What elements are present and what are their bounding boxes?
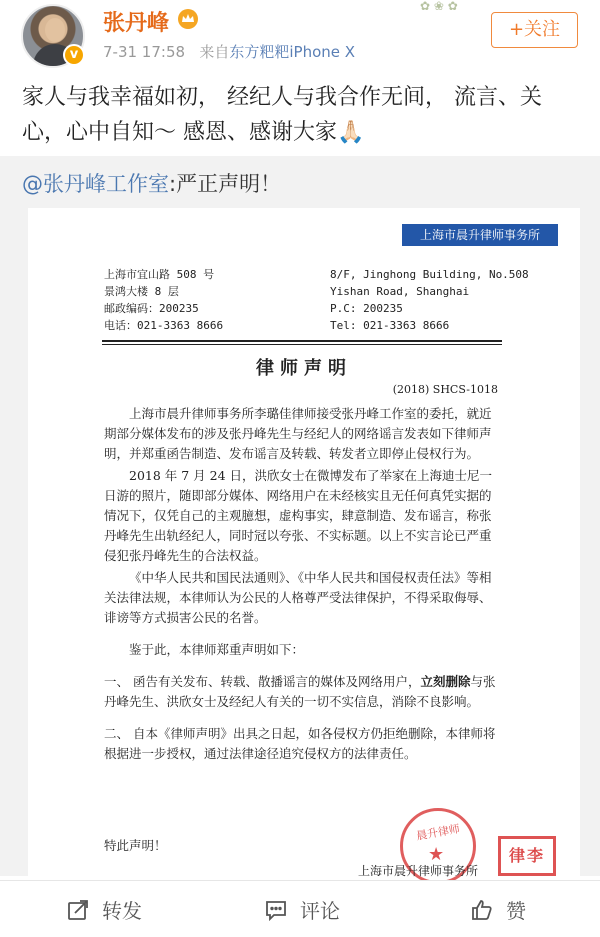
- paragraph: 《中华人民共和国民法通则》、《中华人民共和国侵权责任法》等相关法律法规，本律师认为公民的人格尊严受法律保护，不得采取侮辱、诽谤等方式损害公民的名誉。: [104, 570, 492, 625]
- comment-label: 评论: [300, 899, 340, 923]
- divider: [102, 340, 502, 342]
- address-line: Tel: 021-3363 8666: [330, 319, 450, 332]
- repost-title: :严正声明！: [169, 172, 282, 196]
- device-link[interactable]: 东方粑粑iPhone X: [229, 43, 356, 61]
- paragraph: 二、 自本《律师声明》出具之日起，如各侵权方仍拒绝删除，本律师将根据进一步授权，通过法律途径追究侵权方的法律责任。: [104, 726, 496, 761]
- address-line: 8/F, Jinghong Building, No.508: [330, 268, 529, 281]
- thumbs-up-icon: [470, 898, 494, 922]
- address-line: Yishan Road, Shanghai: [330, 285, 470, 298]
- repost-card[interactable]: [0, 156, 600, 876]
- address-line: 邮政编码：200235: [104, 302, 199, 315]
- repost-label: 转发: [102, 899, 142, 923]
- stamp: 律李: [498, 836, 556, 876]
- username[interactable]: 张丹峰: [103, 11, 170, 36]
- mention-link[interactable]: @张丹峰工作室: [22, 172, 169, 196]
- avatar-face: [45, 18, 65, 42]
- repost-header: [22, 168, 281, 198]
- paragraph: 2018 年 7 月 24 日，洪欣女士在微博发布了举家在上海迪士尼一日游的照片，随即部分媒体、网络用户在未经核实且无任何真凭实据的情况下，仅凭自己的主观臆想，虚构事实，肆意制造、发布谣言，称张丹峰先生出轨经纪人，同时冠以夸张、不实标题。以上不实言论已严重侵犯张丹峰先生的合法权益。: [104, 468, 493, 563]
- post-time: 7-31 17:58: [103, 43, 186, 61]
- like-button[interactable]: [470, 881, 526, 937]
- clause-text: 与张丹峰先生、洪欣女士及经纪人有关的一切不实信息，消除不良影响。: [104, 674, 496, 709]
- repost-icon: [66, 898, 90, 922]
- address-chinese: [104, 266, 223, 334]
- crown-icon: [178, 9, 198, 29]
- action-bar: [0, 880, 600, 937]
- clause-text: 一、 函告有关发布、转载、散播谣言的媒体及网络用户，: [104, 674, 421, 689]
- post-header: [0, 0, 600, 70]
- paragraph: 上海市晨升律师事务所李璐佳律师接受张丹峰工作室的委托，就近期部分媒体发布的涉及张丹峰先生与经纪人的网络谣言发表如下律师声明，并郑重函告制造、发布谣言及转载、转发者立即停止侵权行为。: [104, 406, 492, 461]
- address-line: P.C: 200235: [330, 302, 403, 315]
- document-ref: (2018) SHCS-1018: [392, 383, 498, 396]
- document-title: 律师声明: [256, 358, 352, 379]
- repost-button[interactable]: [66, 881, 142, 937]
- seal-text: 晨升律师: [415, 822, 461, 843]
- document-image[interactable]: [28, 208, 580, 876]
- seal-star-icon: ★: [428, 844, 445, 865]
- address-line: 电话：021-3363 8666: [104, 319, 224, 332]
- closing-text: 特此声明！: [104, 838, 167, 853]
- signature: 上海市晨升律师事务所: [358, 864, 479, 878]
- divider: [102, 344, 502, 345]
- source-prefix: 来自: [199, 43, 230, 61]
- address-english: [330, 266, 529, 334]
- post-text: 家人与我幸福如初， 经纪人与我合作无间， 流言、关心，心中自知～ 感恩、感谢大家🙏🏻: [22, 85, 542, 145]
- paragraph: 鉴于此，本律师郑重声明如下：: [129, 642, 305, 657]
- address-line: 上海市宜山路 508 号: [104, 268, 215, 281]
- paragraph: [104, 672, 502, 712]
- clause-emphasis: 立刻删除: [420, 674, 471, 689]
- post-meta: [103, 41, 355, 62]
- follow-button[interactable]: +关注: [491, 12, 578, 48]
- verified-badge-icon: v: [63, 44, 85, 66]
- law-firm-tag: 上海市晨升律师事务所: [402, 224, 558, 246]
- comment-button[interactable]: [264, 881, 340, 937]
- comment-icon: [264, 898, 288, 922]
- like-label: 赞: [506, 899, 526, 923]
- address-line: 景鸿大楼 8 层: [104, 285, 179, 298]
- document-body: [104, 404, 502, 766]
- decoration: ✿ ❀ ✿: [420, 0, 458, 13]
